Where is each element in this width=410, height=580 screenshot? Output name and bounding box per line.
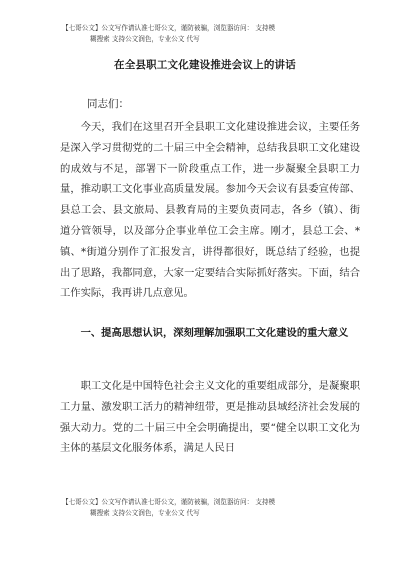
body-paragraph-2: 职工文化是中国特色社会主义文化的重要组成部分，是凝聚职工力量、激发职工活力的精神纽带，更是推动县域经济社会发展的强大动力。党的二十届三中全会明确提出，要“健全以职工文化为主体的基层文化服务体系，满足人民日 — [60, 380, 360, 455]
body-paragraph-1: 今天，我们在这里召开全县职工文化建设推进会议，主要任务是深入学习贯彻党的二十届三中全会精神，总结我县职工文化建设的成效与不足，部署下一阶段重点工作，进一步凝聚全县职工力量，推动职工文化事业高质量发展。参加今天会议有县委宣传部、县总工会、县文旅局、县教育局的主要负责同志，各乡（镇）、街道分管领导，以及部分企事业单位工会主席。刚才，县总工会、*镇、*街道分别作了汇报发言，讲得都很好，既总结了经验，也提出了思路，我都同意，大家一定要结合实际抓好落实。下面，结合工作实际，我再讲几点意见。 — [60, 121, 360, 300]
footer-note-line-1: 【七哥公文】公文写作请认准七哥公文，谨防被骗，浏览器访问： 支持模 — [62, 498, 276, 506]
document-title: 在全县职工文化建设推进会议上的讲话 — [114, 59, 296, 71]
footer-note-line-2: 糊搜索 支持公文润色，专业公文 代写 — [90, 509, 200, 517]
header-watermark-note — [62, 23, 362, 45]
footer-watermark-note — [62, 497, 362, 519]
header-note-line-2: 糊搜索 支持公文润色，专业公文 代写 — [90, 35, 200, 43]
salutation: 同志们： — [87, 98, 129, 110]
header-note-line-1: 【七哥公文】公文写作请认准七哥公文，谨防被骗，浏览器访问： 支持模 — [62, 24, 276, 32]
section-heading-1: 一、提高思想认识，深刻理解加强职工文化建设的重大意义 — [80, 327, 349, 339]
